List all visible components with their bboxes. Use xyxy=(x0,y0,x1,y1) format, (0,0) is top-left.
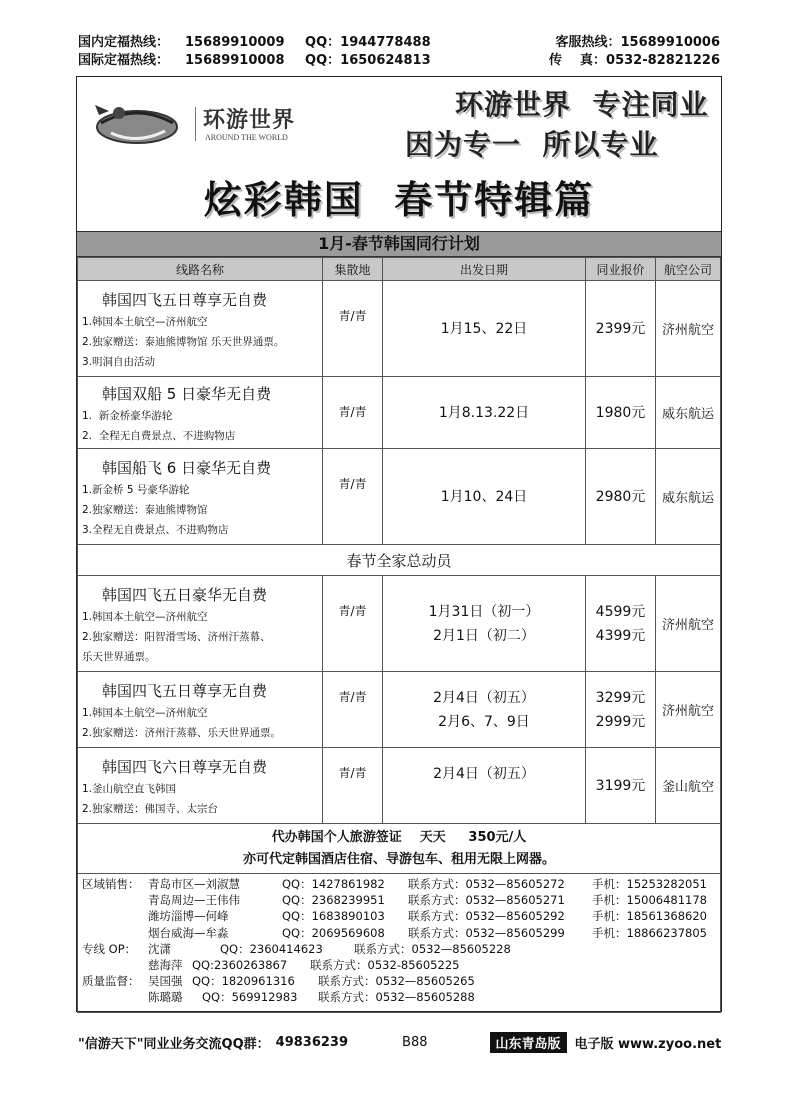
price-value: 2999元 xyxy=(595,713,646,730)
gather-cell: 青/青 xyxy=(323,748,383,824)
date-cell xyxy=(383,672,586,748)
service-hotline-label: 客服热线： xyxy=(555,35,621,50)
route-detail: 乐天世界通票。 xyxy=(82,650,156,663)
visa-info xyxy=(78,824,721,874)
contact-row: 烟台威海—牟淼 QQ：2069569608 联系方式：0532—85605299 手机：18866237805 xyxy=(148,925,707,940)
extra-services: 亦可代定韩国酒店住宿、导游包车、租用无限上网器。 xyxy=(242,852,555,867)
table-row xyxy=(78,281,721,377)
header-route: 线路名称 xyxy=(78,258,323,281)
route-detail: 1.韩国本土航空—济州航空 xyxy=(82,315,208,328)
table-row xyxy=(78,576,721,672)
edition-website: 电子版 www.zyoo.net xyxy=(574,1037,722,1052)
airline-cell: 威东航运 xyxy=(656,449,721,545)
qq-group-number: 49836239 xyxy=(275,1035,349,1050)
header-airline: 航空公司 xyxy=(656,258,721,281)
departure-date: 1月31日（初一） xyxy=(428,603,540,620)
flyer-frame xyxy=(76,76,722,1012)
main-title: 炫彩韩国 春节特辑篇 xyxy=(203,178,595,222)
table-row xyxy=(78,449,721,545)
route-detail: 2. 全程无自费景点、不进购物店 xyxy=(82,429,236,442)
qq-group-label: "信游天下"同业业务交流QQ群： xyxy=(78,1037,270,1052)
route-title: 韩国四飞五日尊享无自费 xyxy=(102,681,268,700)
route-detail: 3.明洞自由活动 xyxy=(82,355,156,368)
date-cell xyxy=(383,377,586,449)
slogan-line-1: 环游世界 专注同业 xyxy=(455,88,709,121)
date-cell xyxy=(383,281,586,377)
gather-cell: 青/青 xyxy=(323,281,383,377)
route-detail: 2.独家赠送：济州汗蒸幕、乐天世界通票。 xyxy=(82,726,282,739)
departure-date: 2月1日（初二） xyxy=(433,627,535,644)
gather-cell: 青/青 xyxy=(323,377,383,449)
airline-cell: 威东航运 xyxy=(656,377,721,449)
route-title: 韩国四飞五日尊享无自费 xyxy=(102,290,268,309)
route-title: 韩国双船 5 日豪华无自费 xyxy=(102,384,272,403)
header-gather: 集散地 xyxy=(323,258,383,281)
domestic-hotline-phone: 15689910009 xyxy=(185,35,285,50)
header-date: 出发日期 xyxy=(383,258,586,281)
departure-date: 1月15、22日 xyxy=(440,320,528,337)
price-value: 3299元 xyxy=(595,689,646,706)
price-value: 2980元 xyxy=(595,488,646,505)
domestic-qq: 1944778488 xyxy=(340,35,431,50)
visa-line: 代办韩国个人旅游签证 天天 350元/人 xyxy=(271,830,527,845)
departure-date: 1月8.13.22日 xyxy=(438,404,530,421)
price-cell xyxy=(586,672,656,748)
brand-logo xyxy=(91,93,341,153)
section-title-bar: 1月-春节韩国同行计划 xyxy=(77,231,721,257)
route-detail: 1.韩国本土航空—济州航空 xyxy=(82,706,208,719)
departure-date: 2月6、7、9日 xyxy=(438,713,530,730)
intl-qq: 1650624813 xyxy=(340,53,431,68)
route-detail: 2.独家赠送：泰迪熊博物馆 xyxy=(82,503,208,516)
route-detail: 1. 新金桥豪华游轮 xyxy=(82,409,173,422)
price-value: 4599元 xyxy=(595,603,646,620)
departure-date: 1月10、24日 xyxy=(440,488,528,505)
price-value: 2399元 xyxy=(595,320,646,337)
globe-logo-icon xyxy=(91,97,183,149)
contact-row: 陈璐璐 QQ：569912983 联系方式：0532—85605288 xyxy=(148,990,475,1005)
route-title: 韩国四飞五日豪华无自费 xyxy=(102,585,268,604)
airline-cell: 济州航空 xyxy=(656,672,721,748)
contact-list xyxy=(78,874,721,1013)
hotline-row-2 xyxy=(78,52,720,70)
route-detail: 1.新金桥 5 号豪华游轮 xyxy=(82,483,190,496)
table-row xyxy=(78,672,721,748)
header-price: 同业报价 xyxy=(586,258,656,281)
subsection-row xyxy=(78,545,721,576)
brand-name-en: AROUND THE WORLD xyxy=(205,133,288,142)
route-cell xyxy=(78,576,323,672)
airline-cell: 釜山航空 xyxy=(656,748,721,824)
route-detail: 3.全程无自费景点、不进购物店 xyxy=(82,523,229,536)
route-detail: 1.釜山航空直飞韩国 xyxy=(82,782,177,795)
route-cell xyxy=(78,449,323,545)
fax-number: 0532-82821226 xyxy=(606,53,720,68)
route-cell xyxy=(78,748,323,824)
price-cell xyxy=(586,449,656,545)
contact-row: 区域销售： 青岛市区—刘淑慧 QQ：1427861982 联系方式：0532—85605272 手机：15253282051 xyxy=(82,877,707,891)
page-number: B88 xyxy=(402,1035,428,1050)
departure-date: 2月4日（初五） xyxy=(433,766,535,782)
domestic-hotline-label: 国内定福热线： xyxy=(78,35,170,50)
date-cell xyxy=(383,576,586,672)
contact-row: 慈海萍 QQ:2360263867 联系方式：0532-85605225 xyxy=(148,958,460,973)
table-row xyxy=(78,748,721,824)
route-title: 韩国四飞六日尊享无自费 xyxy=(102,757,268,776)
route-cell xyxy=(78,377,323,449)
service-hotline-phone: 15689910006 xyxy=(620,35,720,50)
table-header-row xyxy=(78,258,721,281)
contact-row: 青岛周边—王伟伟 QQ：2368239951 联系方式：0532—85605271 手机：15006481178 xyxy=(148,893,707,908)
departure-date: 2月4日（初五） xyxy=(433,689,535,706)
contact-row: 潍坊淄博—何峰 QQ：1683890103 联系方式：0532—85605292 手机：18561368620 xyxy=(148,909,707,924)
price-value: 4399元 xyxy=(595,627,646,644)
route-table xyxy=(77,257,721,1013)
intl-hotline-phone: 15689910008 xyxy=(185,53,285,68)
contact-row: 质量监督： 吴国强 QQ：1820961316 联系方式：0532—85605265 xyxy=(82,974,475,989)
price-value: 1980元 xyxy=(595,404,646,421)
route-title: 韩国船飞 6 日豪华无自费 xyxy=(102,458,272,477)
route-detail: 2.独家赠送：阳智滑雪场、济州汗蒸幕、 xyxy=(82,630,271,643)
price-cell xyxy=(586,377,656,449)
hotline-row-1 xyxy=(78,34,720,52)
price-cell xyxy=(586,281,656,377)
edition-badge: 山东青岛版 xyxy=(490,1032,567,1053)
brand-name-cn: 环游世界 xyxy=(203,108,296,133)
intl-hotline-label: 国际定福热线： xyxy=(78,53,170,68)
price-cell xyxy=(586,748,656,824)
table-row xyxy=(78,377,721,449)
slogan-line-2: 因为专一 所以专业 xyxy=(405,128,659,161)
route-cell xyxy=(78,672,323,748)
contact-row: 专线 OP： 沈潇 QQ：2360414623 联系方式：0532—85605228 xyxy=(82,941,511,956)
contacts-row xyxy=(78,874,721,1013)
gather-cell: 青/青 xyxy=(323,672,383,748)
visa-row xyxy=(78,824,721,874)
route-cell xyxy=(78,281,323,377)
price-cell xyxy=(586,576,656,672)
fax-label: 传 真： xyxy=(548,53,607,68)
date-cell xyxy=(383,748,586,824)
gather-cell: 青/青 xyxy=(323,576,383,672)
subsection-title: 春节全家总动员 xyxy=(78,545,721,576)
route-detail: 2.独家赠送：泰迪熊博物馆 乐天世界通票。 xyxy=(82,335,285,348)
route-detail: 1.韩国本土航空—济州航空 xyxy=(82,610,208,623)
route-detail: 2.独家赠送：佛国寺、太宗台 xyxy=(82,802,219,815)
date-cell xyxy=(383,449,586,545)
domestic-qq-label: QQ： xyxy=(305,35,341,50)
airline-cell: 济州航空 xyxy=(656,576,721,672)
footer xyxy=(78,1032,720,1053)
airline-cell: 济州航空 xyxy=(656,281,721,377)
price-value: 3199元 xyxy=(595,777,646,794)
hotline-header xyxy=(78,34,720,70)
gather-cell: 青/青 xyxy=(323,449,383,545)
logo-divider xyxy=(195,107,196,141)
intl-qq-label: QQ： xyxy=(305,53,341,68)
